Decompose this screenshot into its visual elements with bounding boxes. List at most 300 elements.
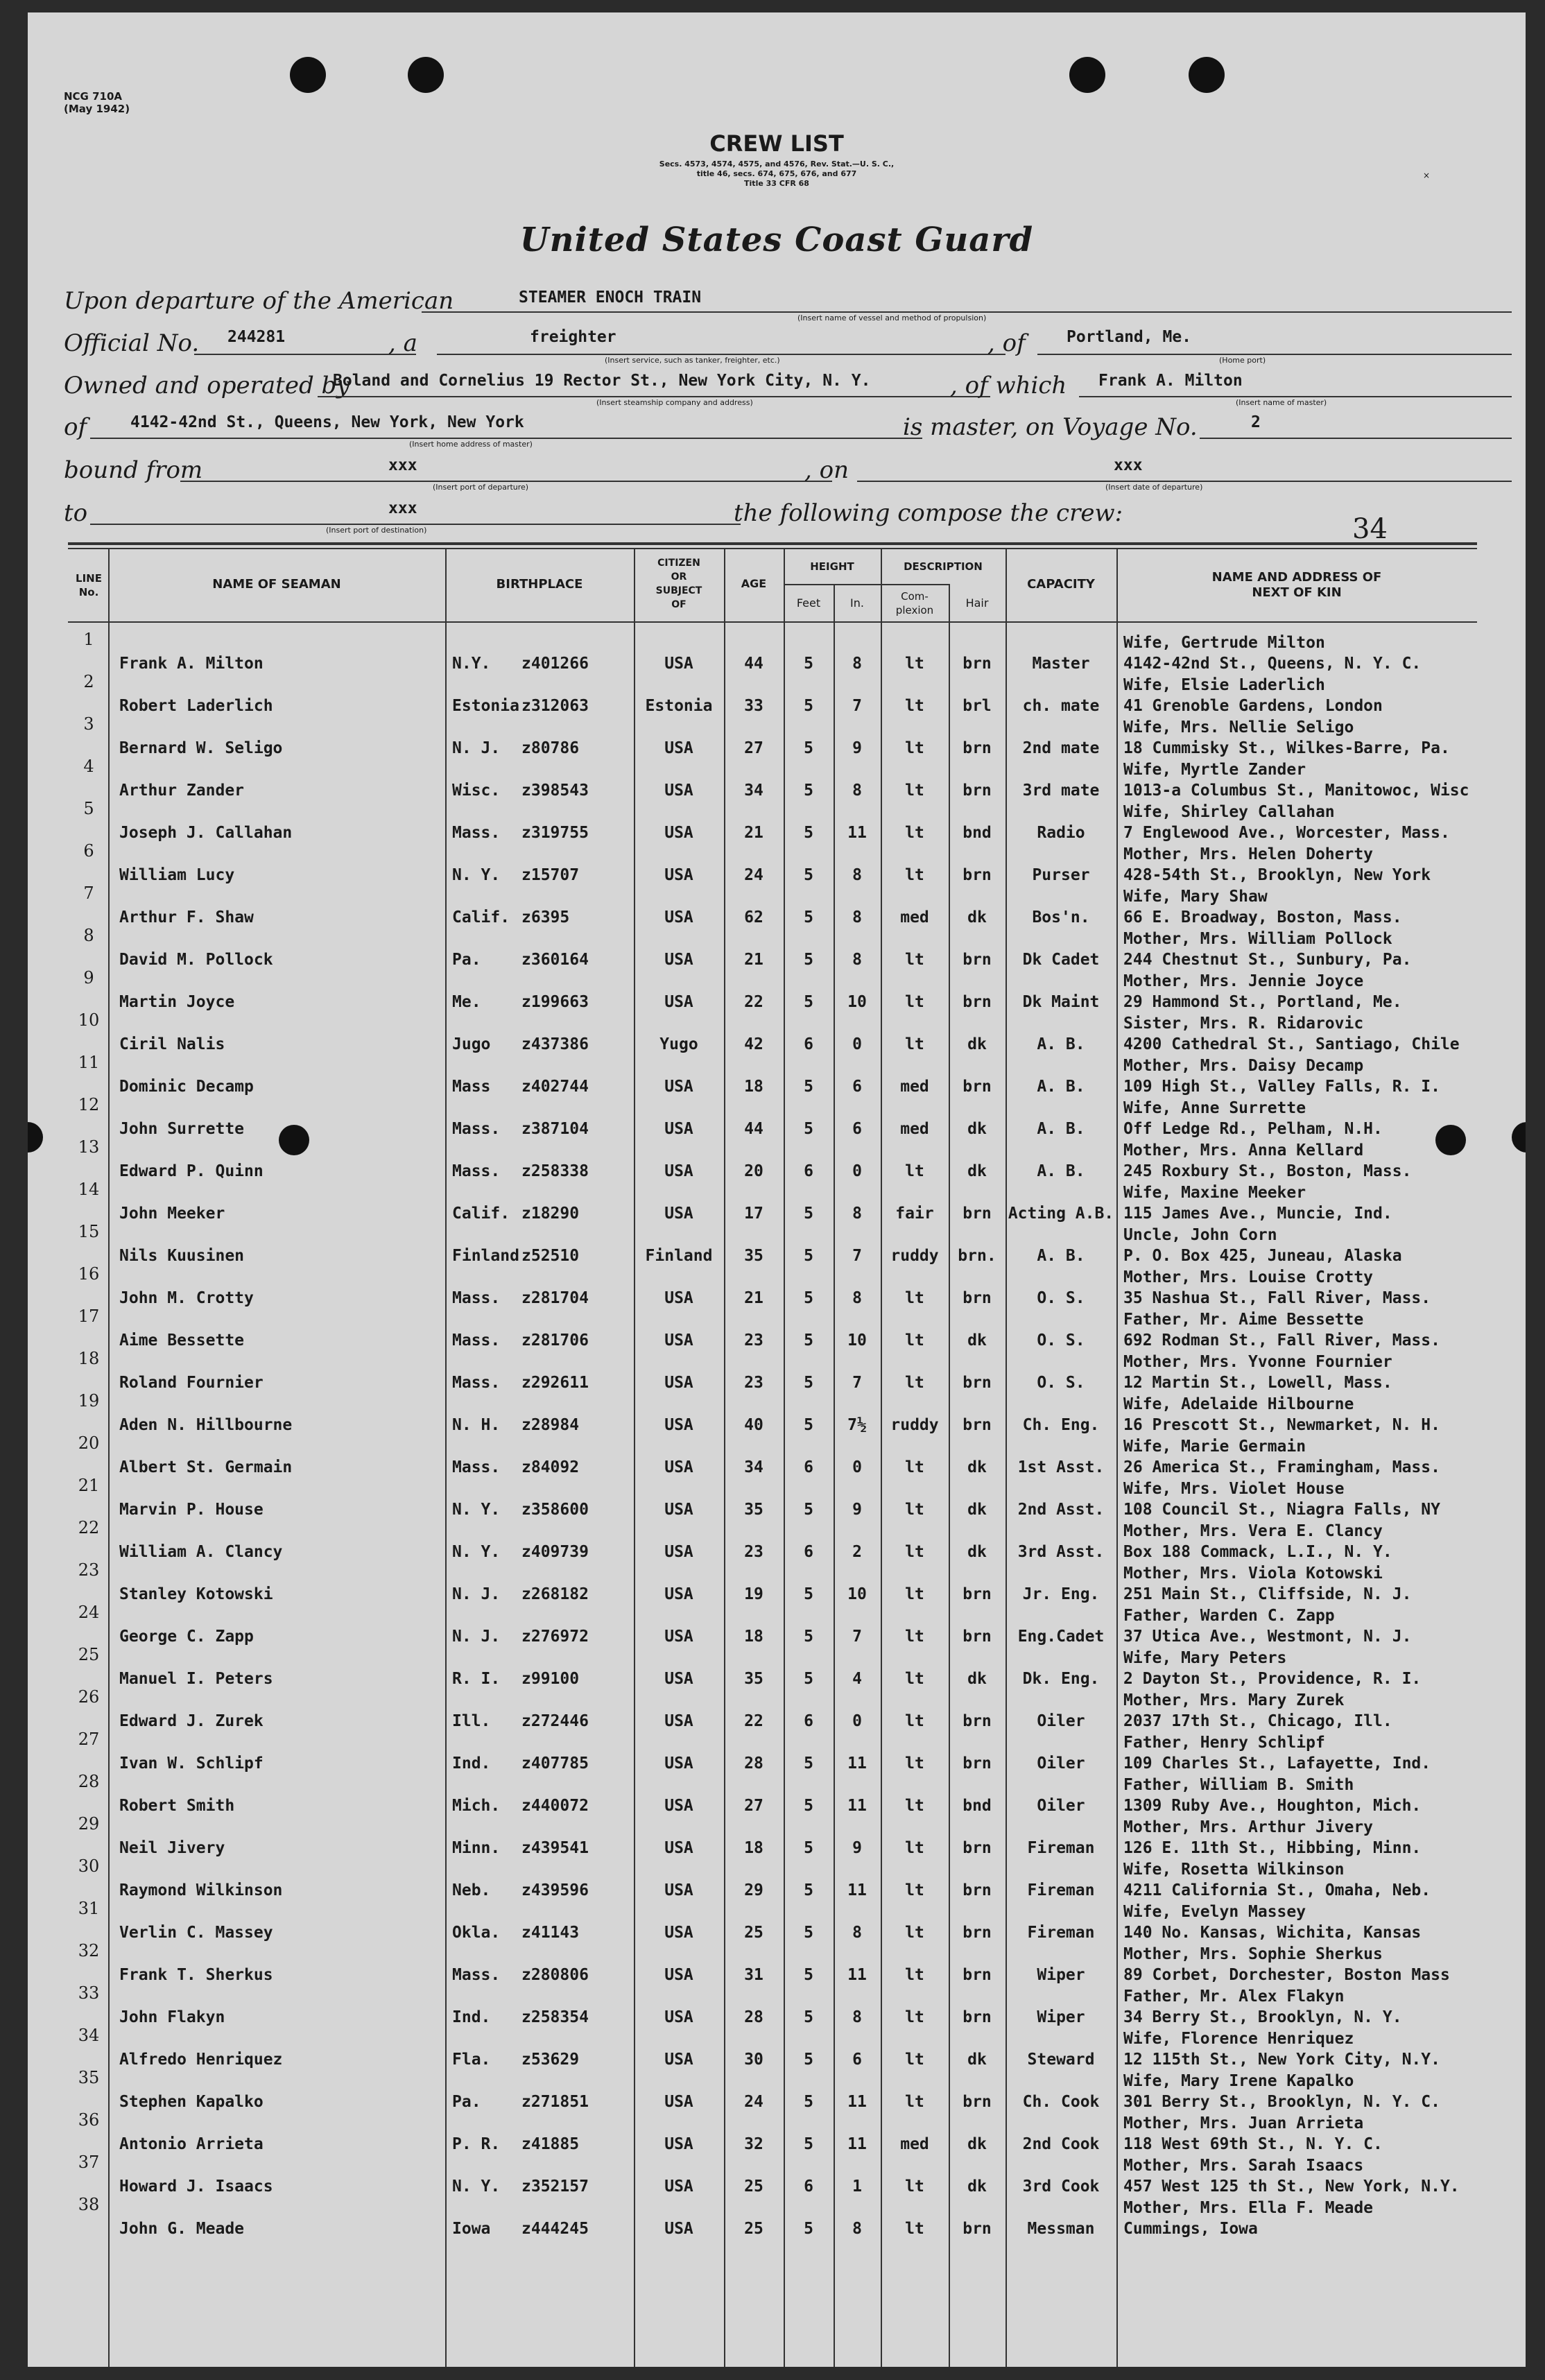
crew-cert: z439596 [521,1881,589,1899]
crew-no: 16 [78,1264,100,1284]
crew-name: Frank T. Sherkus [119,1966,273,1984]
crew-cert: z53629 [521,2051,580,2069]
crew-cert: z437386 [521,1035,589,1053]
crew-kin-address: 4211 California St., Omaha, Neb. [1123,1881,1431,1899]
crew-citizen: USA [664,782,693,800]
crew-capacity: A. B. [1037,1120,1085,1138]
crew-citizen: USA [664,1924,693,1942]
crew-birth: Ind. [452,1754,491,1773]
label-official-no: Official No. [64,329,200,357]
crew-in: 7 [852,1374,862,1392]
crew-cert: z402744 [521,1078,589,1096]
crew-ft: 5 [804,951,813,969]
crew-no: 9 [83,968,94,988]
crew-name: William A. Clancy [119,1543,283,1561]
crew-kin-address: 89 Corbet, Dorchester, Boston Mass [1123,1966,1450,1984]
crew-kin-name: Mother, Mrs. Mary Zurek [1123,1691,1345,1709]
crew-hair: brn [963,1416,992,1434]
crew-birth: Estonia [452,697,519,715]
hint-vessel: (Insert name of vessel and method of propulsion) [797,313,987,322]
form-title: CREW LIST [709,130,844,157]
crew-age: 31 [744,1966,763,1984]
crew-kin-address: 41 Grenoble Gardens, London [1123,697,1383,715]
crew-citizen: USA [664,1839,693,1857]
underline [180,481,832,482]
crew-comp: lt [905,697,924,715]
label-of-which: , of which [950,372,1067,399]
crew-name: Howard J. Isaacs [119,2178,273,2196]
crew-citizen: USA [664,2178,693,2196]
crew-age: 21 [744,951,763,969]
crew-capacity: 2nd Cook [1022,2135,1100,2153]
crew-in: 8 [852,655,862,673]
crew-capacity: 2nd Asst. [1017,1501,1105,1519]
crew-no: 2 [83,672,94,691]
crew-capacity: A. B. [1037,1162,1085,1180]
crew-comp: lt [905,1162,924,1180]
crew-age: 24 [744,866,763,884]
crew-birth: Mass. [452,1331,501,1349]
crew-hair: brn [963,993,992,1011]
crew-in: 7½ [847,1416,867,1434]
crew-kin-address: 109 High St., Valley Falls, R. I. [1123,1078,1440,1096]
crew-cert: z401266 [521,655,589,673]
crew-kin-name: Father, William B. Smith [1123,1776,1354,1794]
crew-no: 30 [78,1856,100,1876]
crew-capacity: Steward [1027,2051,1095,2069]
col-header-description: DESCRIPTION [904,560,983,573]
col-header-feet: Feet [796,596,821,610]
crew-comp: lt [905,1543,924,1561]
crew-name: Albert St. Germain [119,1458,293,1476]
crew-name: Joseph J. Callahan [119,824,293,842]
crew-hair: dk [967,1035,987,1053]
crew-hair: brn [963,1585,992,1603]
crew-citizen: USA [664,1797,693,1815]
crew-name: John G. Meade [119,2220,245,2238]
crew-ft: 6 [804,1712,813,1730]
crew-kin-name: Wife, Rosetta Wilkinson [1123,1861,1345,1879]
crew-capacity: 2nd mate [1022,739,1100,757]
crew-age: 20 [744,1162,763,1180]
column-rule [1116,548,1118,2367]
crew-age: 44 [744,1120,763,1138]
crew-kin-name: Wife, Anne Surrette [1123,1099,1306,1117]
crew-citizen: USA [664,2135,693,2153]
crew-birth: Mass. [452,824,501,842]
crew-age: 62 [744,908,763,926]
crew-in: 7 [852,1628,862,1646]
crew-kin-address: 29 Hammond St., Portland, Me. [1123,993,1402,1011]
crew-name: William Lucy [119,866,235,884]
crew-ft: 5 [804,2093,813,2111]
crew-age: 27 [744,1797,763,1815]
crew-kin-address: 37 Utica Ave., Westmont, N. J. [1123,1628,1412,1646]
crew-birth: Fla. [452,2051,491,2069]
col-header-hair: Hair [965,596,989,610]
crew-birth: Neb. [452,1881,491,1899]
label-a: , a [388,329,417,357]
col-header-birthplace: BIRTHPLACE [496,577,583,592]
crew-comp: lt [905,2008,924,2026]
crew-kin-name: Mother, Mrs. Sarah Isaacs [1123,2157,1364,2175]
crew-kin-address: 34 Berry St., Brooklyn, N. Y. [1123,2008,1402,2026]
crew-in: 11 [847,1754,867,1773]
crew-ft: 5 [804,1374,813,1392]
col-header-citizen: CITIZEN OR SUBJECT OF [655,558,702,610]
crew-no: 35 [78,2068,100,2087]
crew-citizen: USA [664,2220,693,2238]
crew-ft: 5 [804,2220,813,2238]
crew-cert: z268182 [521,1585,589,1603]
underline [422,311,1512,313]
hint-destination-port: (Insert port of destination) [326,526,427,535]
crew-in: 7 [852,1247,862,1265]
crew-name: Ivan W. Schlipf [119,1754,264,1773]
crew-no: 11 [78,1053,100,1072]
crew-in: 1 [852,2178,862,2196]
crew-cert: z352157 [521,2178,589,2196]
statute-reference: Secs. 4573, 4574, 4575, and 4576, Rev. Stat.—U. S. C., title 46, secs. 674, 675, 676, and 677 Title 33 CFR 68 [659,159,895,188]
label-of: , of [987,329,1026,357]
crew-comp: lt [905,1289,924,1307]
crew-kin-name: Wife, Mrs. Violet House [1123,1480,1345,1498]
crew-kin-address: Off Ledge Rd., Pelham, N.H. [1123,1120,1383,1138]
crew-no: 32 [78,1941,100,1960]
crew-name: David M. Pollock [119,951,273,969]
crew-citizen: USA [664,993,693,1011]
crew-birth: Calif. [452,1205,510,1223]
crew-age: 35 [744,1501,763,1519]
col-header-line: LINE No. [76,572,102,598]
crew-age: 21 [744,1289,763,1307]
crew-in: 6 [852,2051,862,2069]
crew-in: 0 [852,1458,862,1476]
crew-comp: ruddy [890,1247,939,1265]
crew-age: 40 [744,1416,763,1434]
crew-ft: 5 [804,1120,813,1138]
underline [857,481,1512,482]
crew-birth: N. Y. [452,2178,501,2196]
crew-comp: lt [905,2051,924,2069]
crew-birth: Calif. [452,908,510,926]
crew-cert: z319755 [521,824,589,842]
crew-hair: brn. [958,1247,996,1265]
crew-comp: lt [905,866,924,884]
col-header-capacity: CAPACITY [1027,577,1095,592]
crew-hair: brn [963,2008,992,2026]
crew-no: 10 [78,1010,100,1030]
label-on: , on [804,456,849,484]
crew-no: 38 [78,2195,100,2214]
crew-kin-address: 301 Berry St., Brooklyn, N. Y. C. [1123,2093,1440,2111]
crew-hair: brn [963,1078,992,1096]
crew-kin-address: 2 Dayton St., Providence, R. I. [1123,1670,1422,1688]
crew-kin-name: Wife, Marie Germain [1123,1438,1306,1456]
crew-ft: 5 [804,1585,813,1603]
crew-name: John Surrette [119,1120,245,1138]
crew-age: 21 [744,824,763,842]
crew-comp: lt [905,739,924,757]
crew-cert: z84092 [521,1458,580,1476]
col-header-height: HEIGHT [810,560,854,573]
crew-hair: brn [963,1289,992,1307]
crew-kin-address: 7 Englewood Ave., Worcester, Mass. [1123,824,1450,842]
crew-age: 30 [744,2051,763,2069]
crew-ft: 5 [804,866,813,884]
crew-name: Martin Joyce [119,993,235,1011]
crew-no: 7 [83,883,94,903]
crew-comp: lt [905,1966,924,1984]
crew-in: 10 [847,993,867,1011]
crew-age: 18 [744,1078,763,1096]
crew-citizen: USA [664,1331,693,1349]
crew-birth: N. Y. [452,866,501,884]
crew-birth: R. I. [452,1670,501,1688]
crew-capacity: Radio [1037,824,1085,842]
crew-kin-name: Sister, Mrs. R. Ridarovic [1123,1015,1364,1033]
crew-hair: dk [967,1670,987,1688]
crew-no: 15 [78,1222,100,1241]
crew-in: 9 [852,1501,862,1519]
crew-cert: z292611 [521,1374,589,1392]
column-rule [445,548,447,2367]
crew-hair: dk [967,2135,987,2153]
crew-no: 4 [83,757,94,776]
crew-cert: z358600 [521,1501,589,1519]
crew-capacity: Acting A.B. [1008,1205,1114,1223]
crew-ft: 5 [804,2008,813,2026]
voyage-number: 2 [1251,413,1261,431]
crew-birth: N.Y. [452,655,491,673]
vessel-name: STEAMER ENOCH TRAIN [519,288,702,307]
crew-in: 8 [852,2008,862,2026]
crew-in: 8 [852,866,862,884]
crew-in: 8 [852,782,862,800]
crew-capacity: Dk. Eng. [1022,1670,1100,1688]
hint-departure-port: (Insert port of departure) [433,483,529,492]
crew-hair: brn [963,782,992,800]
crew-birth: Mass. [452,1120,501,1138]
crew-in: 8 [852,1205,862,1223]
crew-comp: fair [895,1205,934,1223]
crew-citizen: USA [664,2093,693,2111]
crew-citizen: USA [664,1078,693,1096]
crew-ft: 5 [804,1247,813,1265]
crew-capacity: Wiper [1037,2008,1085,2026]
crew-kin-address: 66 E. Broadway, Boston, Mass. [1123,908,1402,926]
crew-kin-address: 115 James Ave., Muncie, Ind. [1123,1205,1392,1223]
crew-hair: dk [967,1120,987,1138]
crew-birth: Pa. [452,951,481,969]
crew-ft: 5 [804,993,813,1011]
crew-hair: brn [963,866,992,884]
crew-no: 21 [78,1476,100,1495]
hint-company: (Insert steamship company and address) [596,398,753,407]
destination-port: xxx [388,499,417,517]
label-bound-from: bound from [64,456,203,484]
crew-kin-name: Wife, Mrs. Nellie Seligo [1123,718,1354,736]
crew-birth: N. J. [452,739,501,757]
crew-comp: lt [905,1881,924,1899]
crew-age: 25 [744,2178,763,2196]
crew-citizen: USA [664,1374,693,1392]
underline [1037,354,1512,355]
crew-in: 8 [852,1924,862,1942]
crew-hair: brn [963,1839,992,1857]
crew-citizen: USA [664,2051,693,2069]
crew-in: 10 [847,1331,867,1349]
crew-comp: lt [905,782,924,800]
crew-kin-name: Wife, Adelaide Hilbourne [1123,1395,1354,1413]
underline [437,354,1005,355]
crew-hair: dk [967,908,987,926]
crew-in: 9 [852,739,862,757]
crew-kin-address: 12 115th St., New York City, N.Y. [1123,2051,1440,2069]
crew-comp: lt [905,1712,924,1730]
col-header-complexion: Com- plexion [895,590,934,616]
crew-kin-address: 109 Charles St., Lafayette, Ind. [1123,1754,1431,1773]
crew-kin-address: P. O. Box 425, Juneau, Alaska [1123,1247,1402,1265]
crew-age: 25 [744,1924,763,1942]
crew-comp: lt [905,1839,924,1857]
label-following: the following compose the crew: [734,499,1123,527]
crew-comp: lt [905,824,924,842]
crew-in: 11 [847,1797,867,1815]
crew-kin-address: 126 E. 11th St., Hibbing, Minn. [1123,1839,1422,1857]
crew-kin-name: Wife, Shirley Callahan [1123,803,1335,821]
crew-cert: z271851 [521,2093,589,2111]
crew-name: Edward P. Quinn [119,1162,264,1180]
crew-comp: lt [905,1501,924,1519]
crew-citizen: Estonia [645,697,713,715]
crew-cert: z409739 [521,1543,589,1561]
crew-kin-address: 4200 Cathedral St., Santiago, Chile [1123,1035,1460,1053]
crew-no: 31 [78,1899,100,1918]
crew-kin-address: 428-54th St., Brooklyn, New York [1123,866,1431,884]
crew-name: Roland Fournier [119,1374,264,1392]
agency-name: United States Coast Guard [519,221,1034,259]
crew-age: 24 [744,2093,763,2111]
crew-no: 18 [78,1349,100,1368]
crew-comp: lt [905,1670,924,1688]
crew-comp: lt [905,2220,924,2238]
crew-no: 33 [78,1983,100,2003]
underline [318,396,990,397]
crew-kin-address: 244 Chestnut St., Sunbury, Pa. [1123,951,1412,969]
crew-age: 35 [744,1247,763,1265]
crew-capacity: A. B. [1037,1078,1085,1096]
crew-citizen: USA [664,1543,693,1561]
crew-birth: Ind. [452,2008,491,2026]
hint-master-name: (Insert name of master) [1236,398,1327,407]
crew-name: Aden N. Hillbourne [119,1416,293,1434]
crew-cert: z18290 [521,1205,580,1223]
crew-citizen: USA [664,951,693,969]
crew-hair: bnd [963,1797,992,1815]
crew-kin-address: 26 America St., Framingham, Mass. [1123,1458,1440,1476]
crew-age: 44 [744,655,763,673]
crew-age: 23 [744,1543,763,1561]
crew-cert: z281706 [521,1331,589,1349]
crew-citizen: USA [664,1628,693,1646]
crew-ft: 5 [804,782,813,800]
crew-kin-name: Father, Mr. Alex Flakyn [1123,1987,1345,2006]
crew-name: Verlin C. Massey [119,1924,273,1942]
crew-cert: z280806 [521,1966,589,1984]
crew-in: 6 [852,1078,862,1096]
crew-birth: Okla. [452,1924,501,1942]
crew-kin-name: Mother, Mrs. Jennie Joyce [1123,972,1364,990]
label-owned-by: Owned and operated by [64,372,350,399]
crew-name: John M. Crotty [119,1289,254,1307]
crew-name: Robert Smith [119,1797,235,1815]
crew-no: 14 [78,1180,100,1199]
crew-kin-address: 18 Cummisky St., Wilkes-Barre, Pa. [1123,739,1450,757]
crew-no: 29 [78,1814,100,1834]
col-header-age: AGE [741,577,767,590]
crew-capacity: 1st Asst. [1017,1458,1105,1476]
crew-no: 28 [78,1772,100,1791]
crew-kin-address: 140 No. Kansas, Wichita, Kansas [1123,1924,1422,1942]
crew-cert: z99100 [521,1670,580,1688]
crew-ft: 6 [804,1035,813,1053]
crew-name: Nils Kuusinen [119,1247,245,1265]
crew-birth: P. R. [452,2135,501,2153]
crew-no: 17 [78,1307,100,1326]
crew-in: 11 [847,824,867,842]
crew-hair: brn [963,1881,992,1899]
crew-comp: med [900,908,929,926]
crew-cert: z444245 [521,2220,589,2238]
crew-cert: z360164 [521,951,589,969]
crew-capacity: Dk Maint [1022,993,1100,1011]
crew-ft: 5 [804,1754,813,1773]
crew-no: 25 [78,1645,100,1664]
crew-birth: Finland [452,1247,519,1265]
table-top-rule [68,548,1477,549]
crew-citizen: USA [664,739,693,757]
crew-in: 11 [847,1966,867,1984]
home-port: Portland, Me. [1067,328,1192,346]
crew-cert: z387104 [521,1120,589,1138]
crew-comp: lt [905,1754,924,1773]
col-header-next-of-kin: NAME AND ADDRESS OF NEXT OF KIN [1211,570,1382,600]
crew-hair: brn [963,1754,992,1773]
crew-ft: 5 [804,1078,813,1096]
crew-citizen: USA [664,1289,693,1307]
crew-citizen: USA [664,1120,693,1138]
crew-cert: z407785 [521,1754,589,1773]
crew-cert: z52510 [521,1247,580,1265]
crew-kin-name: Mother, Mrs. Juan Arrieta [1123,2114,1364,2132]
crew-citizen: USA [664,1670,693,1688]
crew-in: 8 [852,1289,862,1307]
crew-kin-name: Mother, Mrs. Helen Doherty [1123,845,1374,863]
crew-kin-name: Wife, Elsie Laderlich [1123,676,1325,694]
crew-citizen: USA [664,866,693,884]
crew-birth: N. J. [452,1585,501,1603]
crew-name: Robert Laderlich [119,697,273,715]
underline [90,438,922,439]
crew-capacity: Wiper [1037,1966,1085,1984]
underline [1200,438,1512,439]
crew-kin-name: Mother, Mrs. Viola Kotowski [1123,1564,1383,1583]
crew-citizen: USA [664,1162,693,1180]
crew-birth: Mich. [452,1797,501,1815]
departure-port: xxx [388,456,417,474]
crew-name: Arthur Zander [119,782,245,800]
